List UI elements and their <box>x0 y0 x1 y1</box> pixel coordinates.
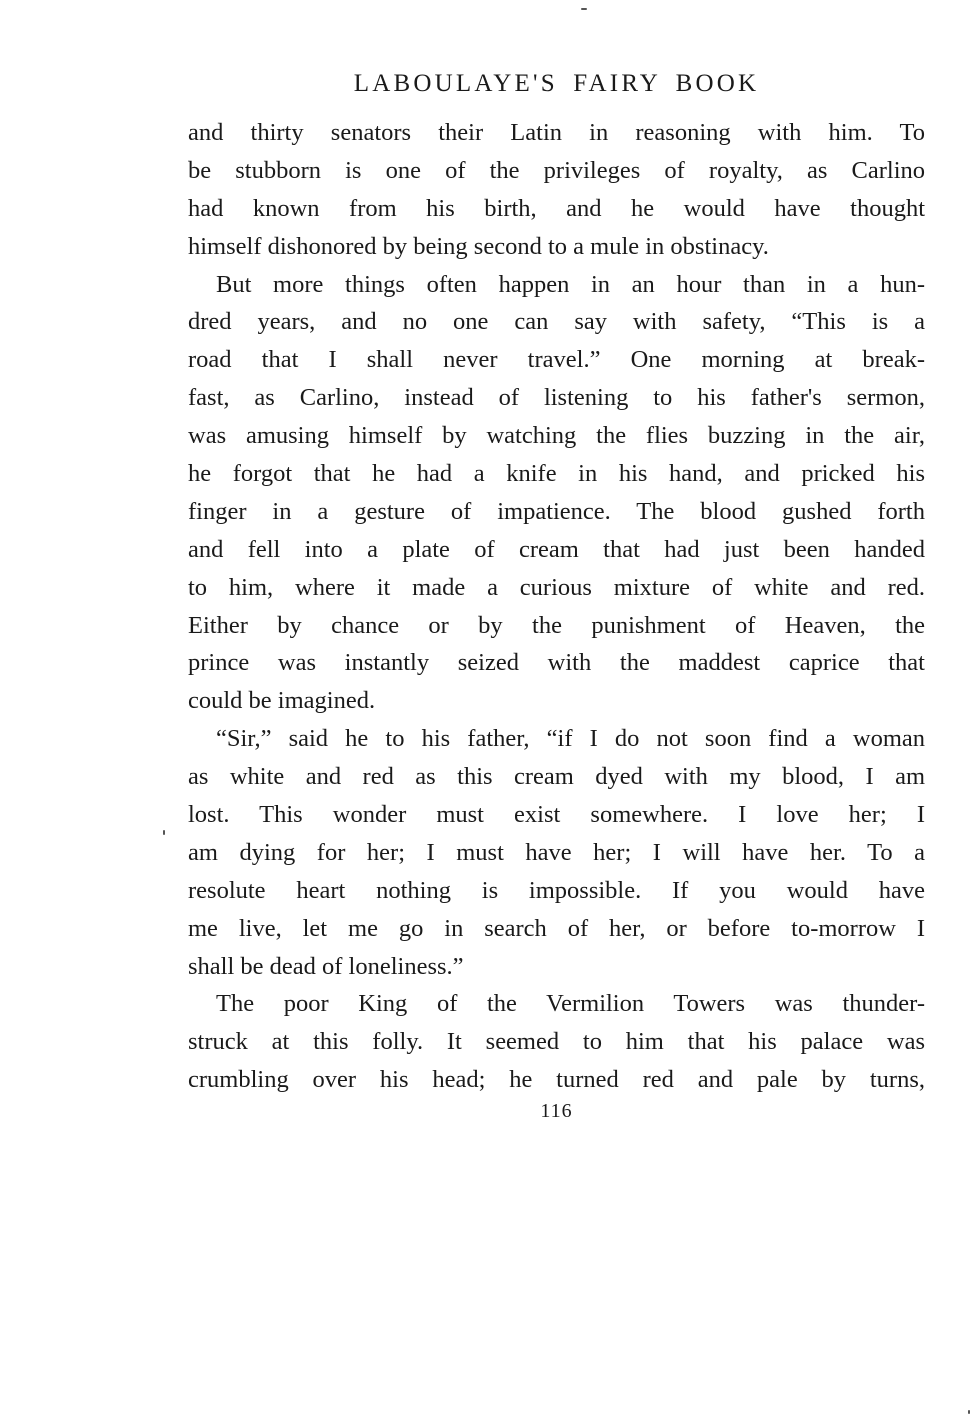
text-line: prince was instantly seized with the maddest caprice that <box>188 649 925 677</box>
text-line: struck at this folly. It seemed to him that his palace was <box>188 1028 925 1056</box>
text-line: dred years, and no one can say with safety, “This is a <box>188 308 925 336</box>
text-line: fast, as Carlino, instead of listening to his father's sermon, <box>188 384 925 412</box>
text-line: am dying for her; I must have her; I will have her. To a <box>188 838 925 866</box>
text-line: resolute heart nothing is impossible. If you would have <box>188 876 925 904</box>
running-head: LABOULAYE'S FAIRY BOOK <box>353 70 760 97</box>
body-text <box>188 114 925 1099</box>
text-line: himself dishonored by being second to a mule in obstinacy. <box>188 232 769 260</box>
text-line: Either by chance or by the punishment of Heaven, the <box>188 611 925 639</box>
text-line: to him, where it made a curious mixture of white and red. <box>188 573 925 601</box>
text-line: me live, let me go in search of her, or before to-morrow I <box>188 914 925 942</box>
text-line: had known from his birth, and he would have thought <box>188 194 925 222</box>
paragraph-3 <box>188 720 925 985</box>
scan-speck <box>581 8 587 10</box>
text-line: as white and red as this cream dyed with my blood, I am <box>188 763 925 791</box>
text-line: could be imagined. <box>188 687 376 715</box>
text-line: shall be dead of loneliness.” <box>188 952 464 980</box>
text-line: The poor King of the Vermilion Towers was thunder- <box>216 990 925 1018</box>
text-line: But more things often happen in an hour than in a hun- <box>216 270 925 298</box>
text-line: road that I shall never travel.” One morning at break- <box>188 346 925 374</box>
paragraph-1 <box>188 114 925 266</box>
text-line: and fell into a plate of cream that had just been handed <box>188 535 925 563</box>
text-line: finger in a gesture of impatience. The blood gushed forth <box>188 497 925 525</box>
text-line: crumbling over his head; he turned red and pale by turns, <box>188 1066 925 1094</box>
paragraph-2 <box>188 266 925 721</box>
scan-speck <box>163 830 165 835</box>
paragraph-4 <box>188 985 925 1099</box>
text-line: and thirty senators their Latin in reasoning with him. To <box>188 119 925 146</box>
text-line: he forgot that he had a knife in his hand, and pricked his <box>188 460 925 488</box>
text-line: be stubborn is one of the privileges of royalty, as Carlino <box>188 156 925 184</box>
page-number: 116 <box>540 1100 573 1122</box>
text-line: lost. This wonder must exist somewhere. I love her; I <box>188 801 925 829</box>
text-line: was amusing himself by watching the flies buzzing in the air, <box>188 422 925 450</box>
scan-speck <box>968 1410 970 1414</box>
text-line: “Sir,” said he to his father, “if I do not soon find a woman <box>216 725 925 753</box>
